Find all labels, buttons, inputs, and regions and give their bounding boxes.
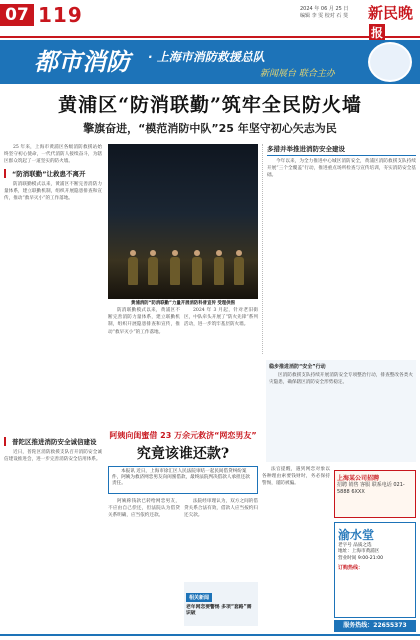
page-header (0, 0, 420, 38)
logo-text: 新民晚 (368, 4, 414, 22)
dateline-date: 2024 年 06 月 25 日 (300, 6, 349, 12)
newspaper-logo (368, 2, 420, 41)
news-photo (108, 144, 258, 299)
second-story-headline: 究竟该谁还款? (136, 446, 230, 462)
main-subheadline: 擎旗奋进，“模范消防中队”25 年坚守初心矢志为民 (83, 122, 337, 135)
article-body: 阿姨称钱款已转给网恋男友，不应由自己偿还，但法院认为借贷关系明确，应当依约还款。 (108, 499, 180, 519)
firefighter-figure (128, 257, 138, 285)
second-story-kicker: 阿姨向闺蜜借 23 万余元救济“网恋男友” (109, 431, 257, 440)
related-title: 老年网恋要警惕 多项“套路”需识破 (186, 605, 252, 616)
ad-line: 营业时间 9:00-21:00 (338, 555, 384, 561)
sidebar-heading: 多措并举推进消防安全建设 (267, 144, 416, 156)
related-news-box (184, 582, 258, 626)
notice-body: 区消防救援支队持续开展消防安全专项整治行动，排查整改各类火灾隐患，确保辖区消防安全形势稳定。 (269, 373, 413, 386)
firefighter-figure (148, 257, 158, 285)
main-headline: 黄浦区“防消联勤”筑牢全民防火墙 (58, 94, 362, 116)
section-banner (0, 40, 420, 84)
article-body: 法官提醒，遇到网恋对象以各种理由索要钱财时，务必保持警惕，谨防被骗。 (262, 467, 330, 487)
advertisement (334, 522, 416, 618)
lead-text: 本报讯 近日，上海市徐汇区人民法院审结一起民间借贷纠纷案件，阿姨为救济网恋男友向闺蜜借款，最终法院判决借款人承担还款责任。 (112, 469, 250, 487)
classified-ad (334, 470, 416, 518)
notice-box (266, 360, 416, 462)
section-heading-1: “防消联勤”让救患不离开 (4, 169, 102, 178)
page-number: 07 (0, 4, 34, 26)
article-column-3 (184, 307, 258, 427)
fire-badge-icon (368, 42, 412, 82)
article-column-6 (262, 466, 330, 598)
issue-number: 119 (38, 3, 83, 27)
notice-heading: 稳步推进消防“安全”行动 (269, 364, 326, 370)
firefighter-figure (234, 257, 244, 285)
dateline-editor: 编辑 李 雯 校对 石 斐 (300, 13, 348, 19)
banner-column-tag: 新闻展台 联合主办 (260, 69, 335, 79)
sidebar-body: 今年以来，为全力推进中心城区消防安全，黄浦区消防救援支队持续开展“三个全覆盖”行动，推进重点场所检查与宣传培训，夯实消防安全基础。 (267, 159, 416, 179)
classified-text: 招聘 销售 客服 联系电话 021-5888 6XXX (337, 482, 405, 495)
article-column-1 (4, 144, 102, 430)
banner-title: 都市消防 (34, 48, 130, 76)
related-tag: 相关新闻 (186, 593, 212, 602)
logo-tag: 报 (371, 26, 384, 40)
article-column-2 (108, 307, 180, 427)
photo-caption: 黄浦消防“防消联勤”力量开展消防科普宣传 受理供图 (131, 301, 235, 306)
ad-phone: 订购热线： (338, 565, 364, 572)
section-heading-2: 普陀区推进消防安全诚信建设 (4, 437, 102, 446)
ad-line: 地址：上海市黄浦区 (338, 549, 380, 555)
dateline (300, 6, 348, 20)
ad-brand-name: 渝水堂 (338, 528, 375, 542)
article-column-4 (108, 498, 180, 598)
article-body: 2024 年 3 月起，针对老旧街区，中队牵头开展了“防火先锋”系列活动，进一步筑牢基层防火墙。 (184, 308, 258, 328)
article-column-1-bottom (4, 434, 102, 634)
article-body: 防消联勤模式以来，黄浦区不断完善消防力量体系，建立联勤机制，组织开展隐患排查和宣传，推动“救早灭小”的工作落地。 (108, 308, 180, 335)
firefighter-figure (214, 257, 224, 285)
article-intro: 25 年来，上海市黄浦区各级消防救援站始终坚守初心使命，一代代消防人接续奋斗，为辖区群众筑起了一道坚实的防火墙。 (4, 145, 102, 165)
article-body: 近日，普陀区消防救援支队召开消防安全诚信建设推进会，进一步完善消防安全信用体系。 (4, 450, 102, 463)
firefighter-figure (170, 257, 180, 285)
article-body: 防消联勤模式以来，黄浦区不断完善消防力量体系，建立联勤机制，组织开展隐患排查和宣传，推动“救早灭小”的工作落地。 (4, 181, 102, 202)
page-bottom-rule (0, 634, 420, 636)
classified-title: 上海某公司招聘 (337, 475, 380, 482)
sidebar-article (262, 144, 416, 354)
article-column-5 (184, 498, 258, 580)
firefighter-figure (192, 257, 202, 285)
service-hotline: 服务热线：22655373 (334, 620, 416, 632)
banner-subtitle: · 上海市消防救援总队 (148, 50, 265, 64)
ad-line: 老字号 品质之选 (338, 543, 372, 548)
article-body: 法院经审理认为，双方之间的借贷关系合法有效，借款人应当按约归还欠款。 (184, 499, 258, 519)
second-story-lead (108, 466, 258, 494)
